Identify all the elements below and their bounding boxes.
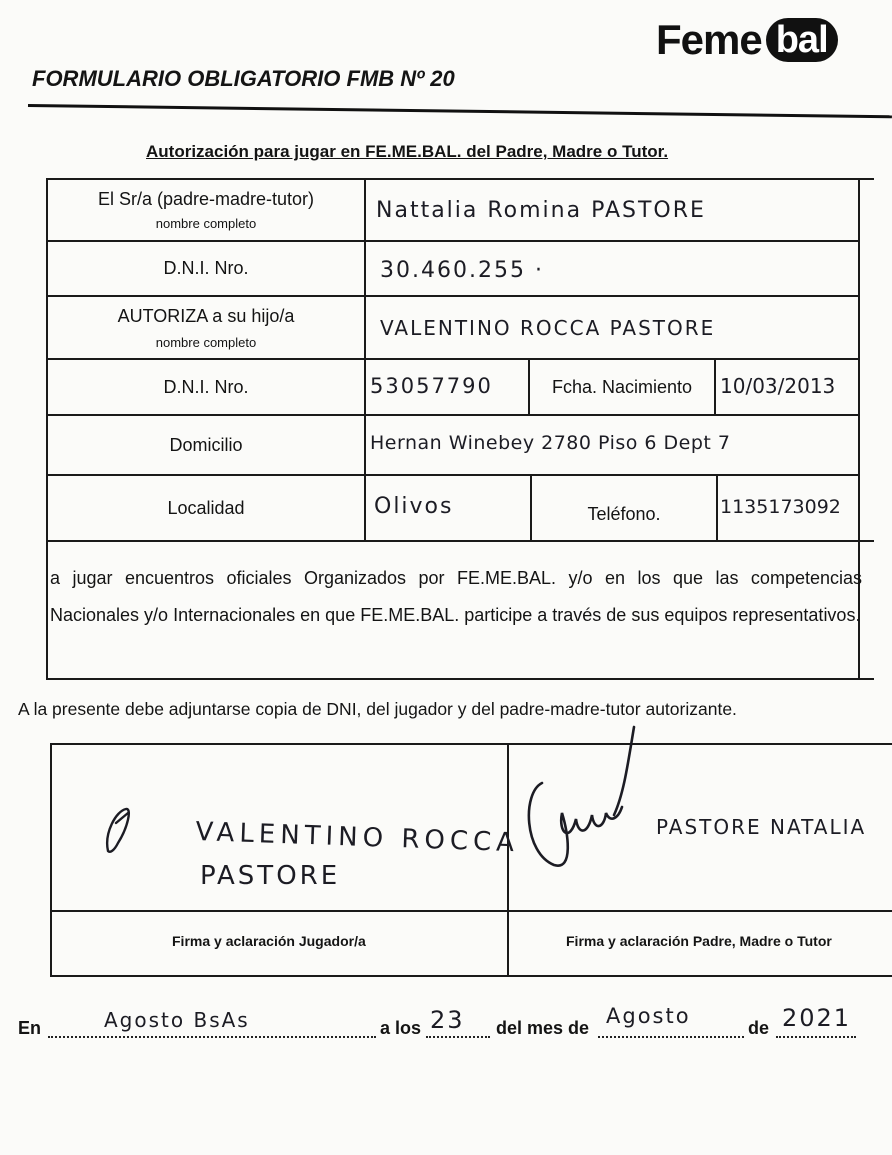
city-value: Olivos [374,494,454,519]
child-label-cell [48,297,364,358]
child-name-value: VALENTINO ROCCA PASTORE [380,316,716,340]
place-value: Agosto BsAs [104,1008,250,1032]
parent-label: El Sr/a (padre-madre-tutor) [97,189,315,209]
child-dni-label: D.N.I. Nro. [163,376,249,397]
address-label: Domicilio [169,434,243,455]
row-line [46,540,874,542]
footer-alos-label: a los [380,1018,422,1038]
parent-dni-value: 30.460.255 · [380,258,544,283]
month-value: Agosto [606,1004,691,1028]
child-sublabel: nombre completo [155,334,257,350]
day-dots [426,1036,490,1038]
address-value: Hernan Winebey 2780 Piso 6 Dept 7 [370,432,731,454]
sig-border-top [50,743,892,745]
footer-de-label: de [748,1018,770,1038]
column-line [364,178,366,542]
player-name-line2: PASTORE [200,861,341,891]
phone-label: Teléfono. [587,503,661,524]
parent-label-cell [48,180,364,240]
femebal-logo [656,16,838,64]
parent-signature-caption: Firma y aclaración Padre, Madre o Tutor [566,933,832,949]
city-label: Localidad [167,497,245,518]
year-dots [776,1036,856,1038]
birth-date-value: 10/03/2013 [720,374,836,398]
player-signature-caption: Firma y aclaración Jugador/a [172,933,366,949]
form-title: FORMULARIO OBLIGATORIO FMB Nº 20 [32,66,455,91]
column-line [716,474,718,542]
footer-en-label: En [18,1018,42,1038]
child-label: AUTORIZA a su hijo/a [117,305,295,326]
sig-row-line [50,910,892,912]
sig-border-left [50,743,52,977]
authorization-title: Autorización para jugar en FE.ME.BAL. del Padre, Madre o Tutor. [146,142,669,161]
sig-border-bottom [50,975,892,977]
parent-signature [514,723,654,873]
parent-sublabel: nombre completo [155,216,257,231]
player-name-line1: VALENTINO ROCCA [194,817,520,859]
year-value: 2021 [782,1004,852,1032]
header-rule [28,104,892,118]
sig-divider [507,743,509,977]
signature-table [50,743,892,977]
table-border-bottom [46,678,874,680]
attachment-note: A la presente debe adjuntarse copia de DNI, del jugador y del padre-madre-tutor autorizante. [18,699,737,719]
day-value: 23 [430,1006,465,1034]
logo-pill: bal [766,18,838,62]
phone-value: 1135173092 [720,496,841,518]
authorization-paragraph: a jugar encuentros oficiales Organizados por FE.ME.BAL. y/o en los que las competencias Nacionales y/o Internacionales en que FE.ME.BAL. participe a través de sus equipos representativos. [50,568,862,625]
place-dots [48,1036,376,1038]
child-dni-value: 53057790 [370,374,493,398]
column-line [714,358,716,416]
parent-name-clarification: PASTORE NATALIA [656,815,867,839]
birth-date-label: Fcha. Nacimiento [551,376,693,397]
parent-name-value: Nattalia Romina PASTORE [376,198,706,223]
logo-text: Feme [656,16,762,63]
footer-month-label: del mes de [496,1018,590,1038]
month-dots [598,1036,744,1038]
player-signature [98,803,138,859]
parent-dni-label: D.N.I. Nro. [163,258,249,278]
